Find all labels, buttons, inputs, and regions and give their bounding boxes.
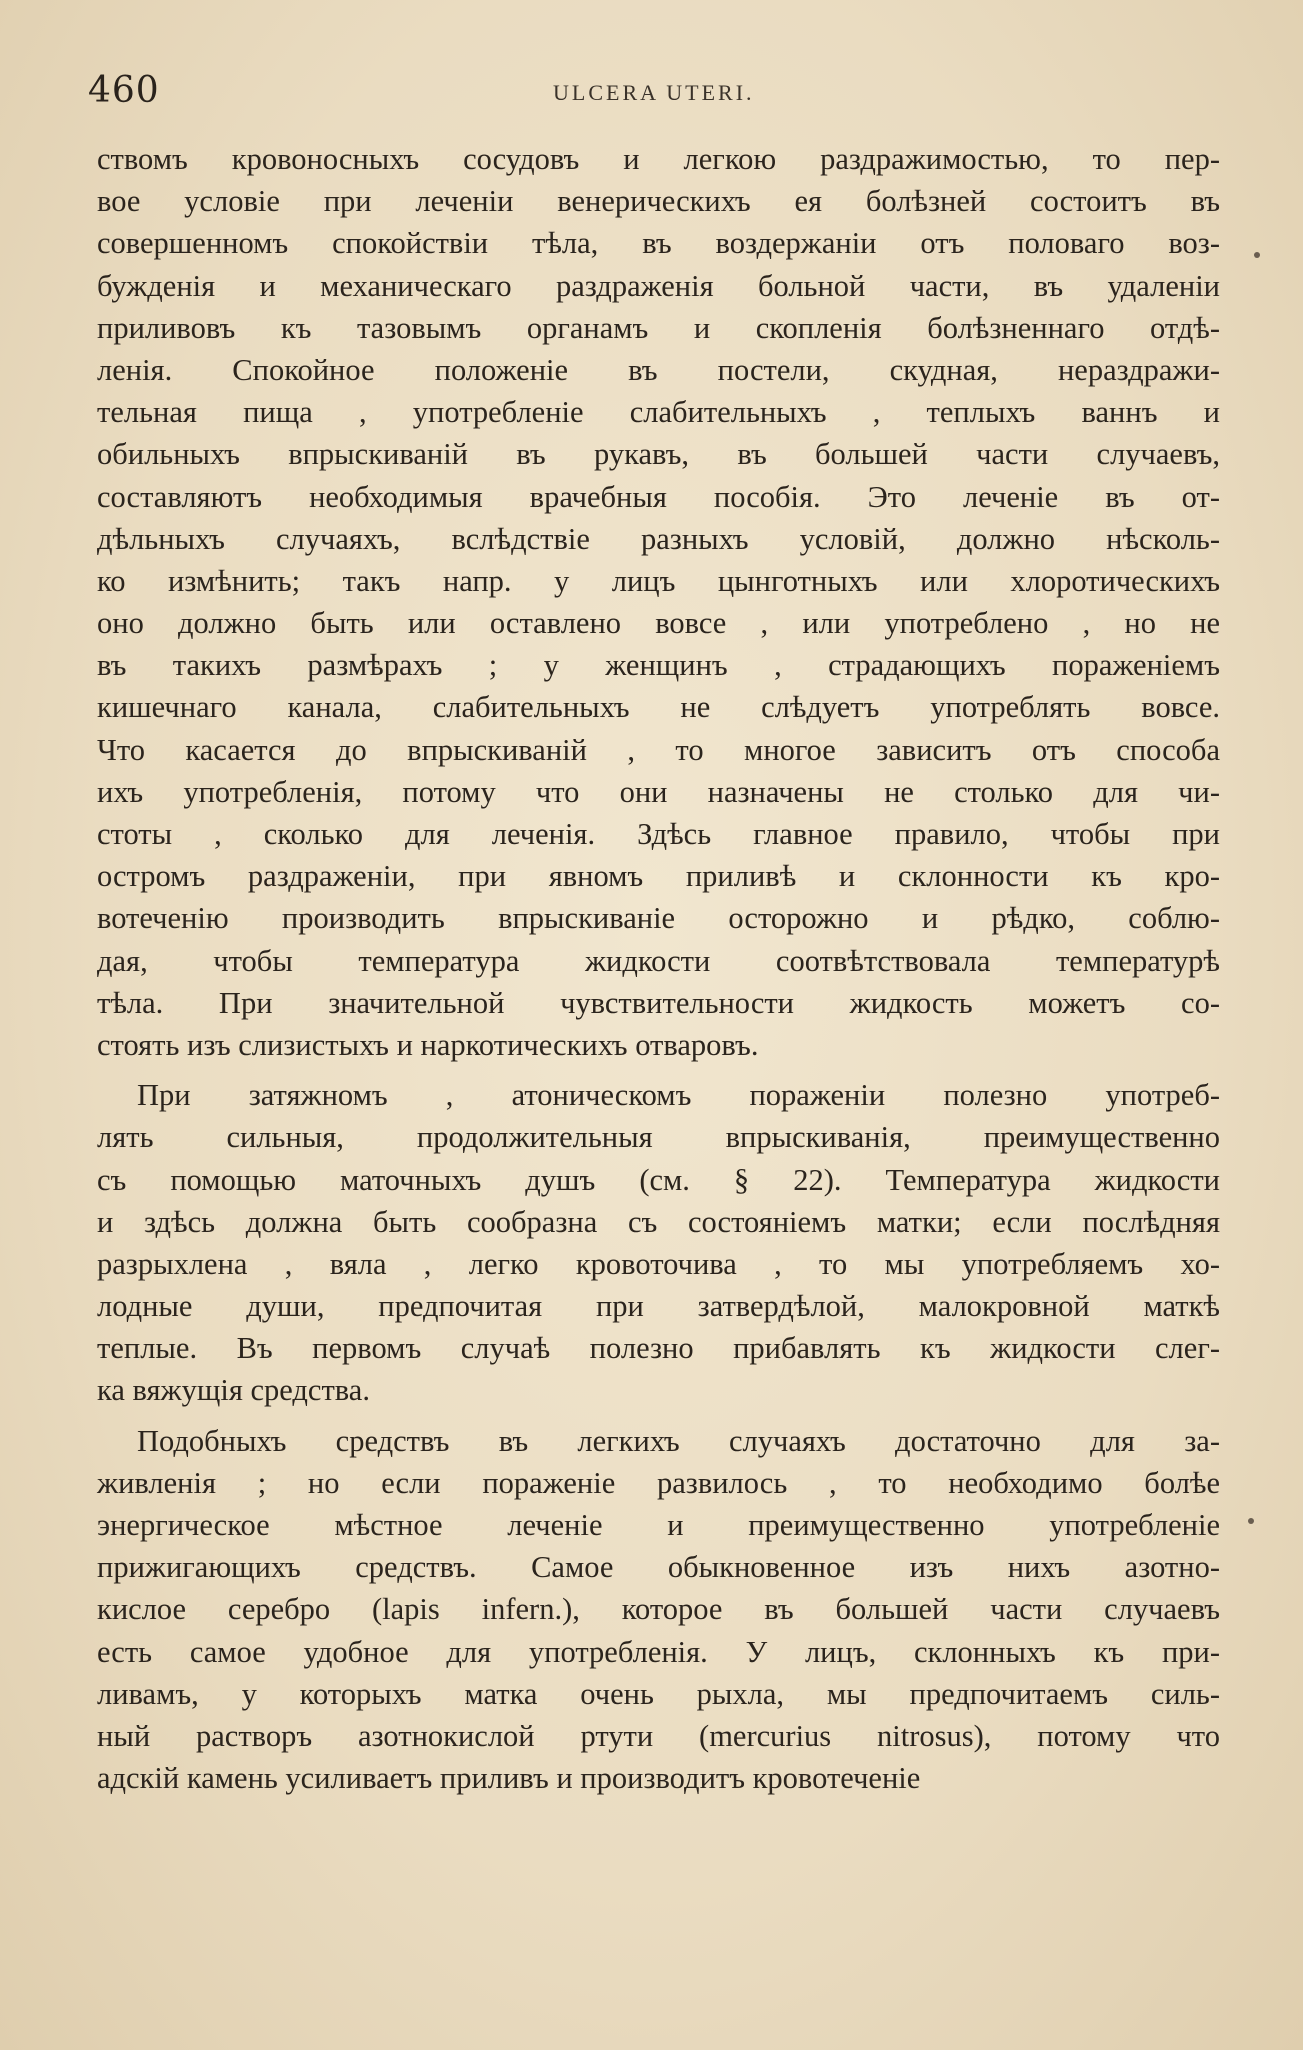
text-line: энергическое мѣстное леченіе и преимущественно употребленіе: [97, 1508, 1220, 1542]
text-line: есть самое удобное для употребленія. У лицъ, склонныхъ къ при-: [97, 1634, 1220, 1669]
text-line: приливовъ къ тазовымъ органамъ и скопленія болѣзненнаго отдѣ-: [97, 310, 1220, 345]
text-line: ко измѣнить; такъ напр. у лицъ цынготныхъ или хлоротическихъ: [97, 563, 1220, 598]
page-header: [88, 70, 1218, 120]
text-line: ный растворъ азотнокислой ртути (mercurius nitrosus), потому что: [97, 1718, 1220, 1753]
text-line: дая, чтобы температура жидкости соотвѣтствовала температурѣ: [97, 943, 1220, 978]
text-line: теплые. Въ первомъ случаѣ полезно прибавлять къ жидкости слег-: [97, 1331, 1220, 1366]
text-line: бужденія и механическаго раздраженія больной части, въ удаленіи: [97, 268, 1220, 303]
text-line: живленія ; но если пораженіе развилось , то необходимо болѣе: [97, 1465, 1220, 1500]
text-line: вотеченію производить впрыскиваніе осторожно и рѣдко, соблю-: [97, 901, 1220, 936]
text-line: кишечнаго канала, слабительныхъ не слѣдуетъ употреблять вовсе.: [97, 690, 1220, 725]
paragraph: [97, 1420, 1220, 1800]
text-line: стоты , сколько для леченія. Здѣсь главное правило, чтобы при: [97, 817, 1220, 851]
running-head: ULCERA UTERI.: [553, 80, 755, 105]
text-line: адскій камень усиливаетъ приливъ и производитъ кровотеченіе: [97, 1761, 921, 1796]
text-line: съ помощью маточныхъ душъ (см. § 22). Температура жидкости: [97, 1162, 1220, 1197]
text-line: ливамъ, у которыхъ матка очень рыхла, мы предпочитаемъ силь-: [97, 1676, 1220, 1711]
page-number: 460: [88, 70, 160, 111]
text-line: ствомъ кровоносныхъ сосудовъ и легкою раздражимостью, то пер-: [97, 142, 1220, 176]
text-line: прижигающихъ средствъ. Самое обыкновенное изъ нихъ азотно-: [97, 1550, 1220, 1585]
text-line: ленія. Спокойное положеніе въ постели, скудная, нераздражи-: [97, 352, 1220, 387]
text-line: и здѣсь должна быть сообразна съ состояніемъ матки; если послѣдняя: [97, 1204, 1220, 1239]
text-line: обильныхъ впрыскиваній въ рукавъ, въ большей части случаевъ,: [97, 437, 1220, 472]
text-line: лять сильныя, продолжительныя впрыскиванія, преимущественно: [97, 1120, 1220, 1155]
text-line: При затяжномъ , атоническомъ пораженіи полезно употреб-: [137, 1078, 1220, 1113]
text-line: составляютъ необходимыя врачебныя пособія. Это леченіе въ от-: [97, 479, 1220, 514]
text-line: Что касается до впрыскиваній , то многое зависитъ отъ способа: [97, 732, 1220, 767]
margin-dot: [1248, 1518, 1254, 1524]
text-line: кислое серебро (lapis infern.), которое въ большей части случаевъ: [97, 1592, 1220, 1627]
margin-dot: [1254, 252, 1260, 258]
paragraph: [97, 138, 1220, 1066]
text-line: совершенномъ спокойствіи тѣла, въ воздержаніи отъ половаго воз-: [97, 226, 1220, 261]
body-text: [97, 138, 1220, 1799]
text-line: ка вяжущія средства.: [97, 1373, 370, 1408]
text-line: тѣла. При значительной чувствительности жидкость можетъ со-: [97, 985, 1220, 1020]
text-line: остромъ раздраженіи, при явномъ приливѣ и склонности къ кро-: [97, 859, 1220, 894]
text-line: ихъ употребленія, потому что они назначены не столько для чи-: [97, 774, 1220, 809]
text-line: тельная пища , употребленіе слабительныхъ , теплыхъ ваннъ и: [97, 395, 1220, 430]
text-line: лодные души, предпочитая при затвердѣлой, малокровной маткѣ: [97, 1289, 1220, 1324]
paragraph: [97, 1074, 1220, 1412]
text-line: дѣльныхъ случаяхъ, вслѣдствіе разныхъ условій, должно нѣсколь-: [97, 521, 1220, 556]
text-line: оно должно быть или оставлено вовсе , или употреблено , но не: [97, 606, 1220, 641]
text-line: вое условіе при леченіи венерическихъ ея болѣзней состоитъ въ: [97, 184, 1220, 219]
text-line: Подобныхъ средствъ въ легкихъ случаяхъ достаточно для за-: [137, 1423, 1220, 1458]
text-line: стоять изъ слизистыхъ и наркотическихъ отваровъ.: [97, 1027, 759, 1062]
text-line: въ такихъ размѣрахъ ; у женщинъ , страдающихъ пораженіемъ: [97, 648, 1220, 683]
text-line: разрыхлена , вяла , легко кровоточива , то мы употребляемъ хо-: [97, 1246, 1220, 1281]
